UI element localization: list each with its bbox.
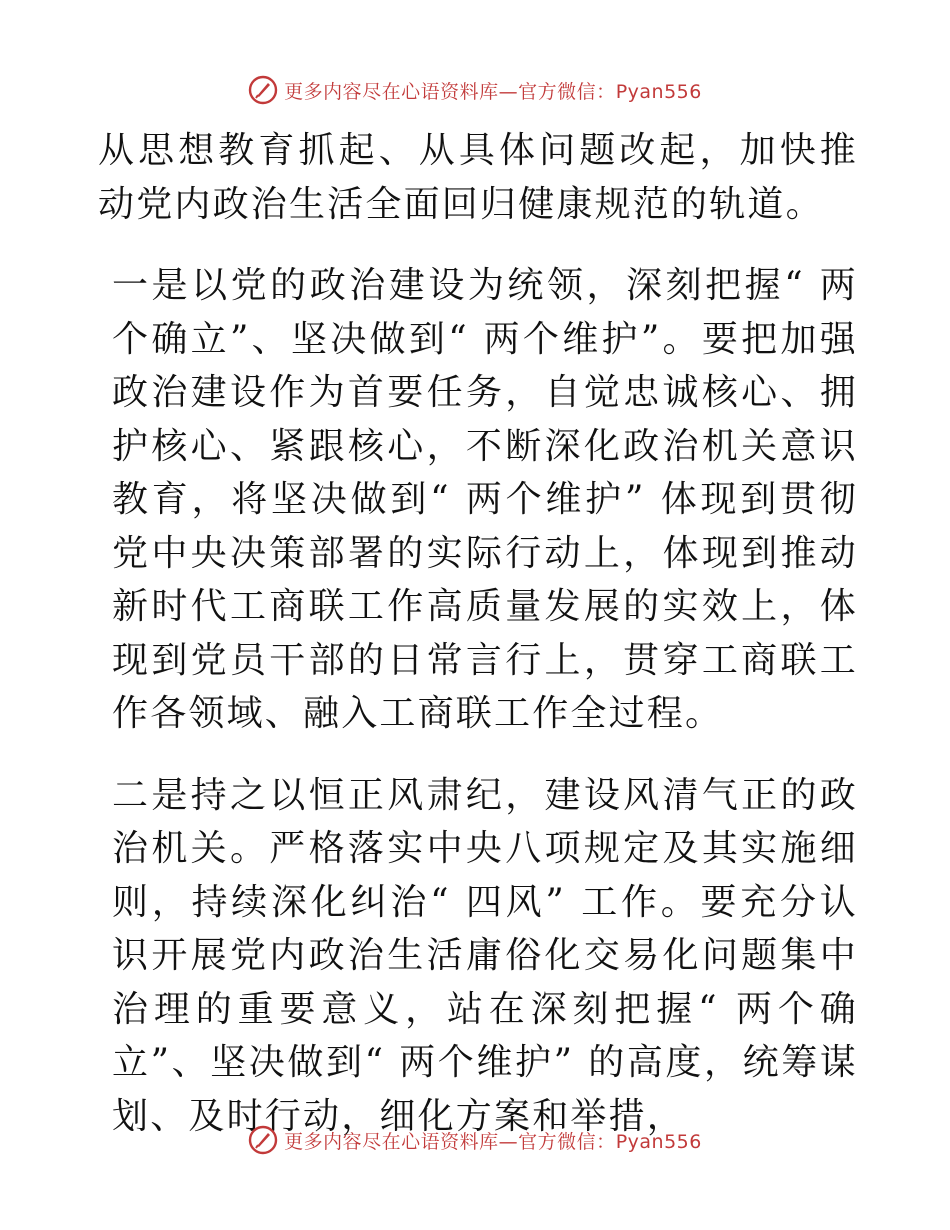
- paragraph-3: 二是持之以恒正风肃纪，建设风清气正的政治机关。严格落实中央八项规定及其实施细则，持续深化纠治“ 四风” 工作。要充分认识开展党内政治生活庸俗化交易化问题集中治理的重要意义，站在深刻把握“ 两个确立”、坚决做到“ 两个维护” 的高度，统筹谋划、及时行动，细化方案和举措，: [112, 774, 858, 1137]
- footer-watermark: [0, 1120, 950, 1160]
- header-site-text: 更多内容尽在心语资料库: [284, 80, 499, 103]
- header-contact-value: Pyan556: [615, 80, 702, 103]
- header-watermark: [0, 70, 950, 110]
- paragraph-2: 一是以党的政治建设为统领，深刻把握“ 两个确立”、坚决做到“ 两个维护”。要把加强政治建设作为首要任务，自觉忠诚核心、拥护核心、紧跟核心，不断深化政治机关意识教育，将坚决做到“ 两个维护” 体现到贯彻党中央决策部署的实际行动上，体现到推动新时代工商联工作高质量发展的实效上，体现到党员干部的日常言行上，贯穿工商联工作各领域、融入工商联工作全过程。: [112, 265, 858, 734]
- footer-separator: —: [498, 1130, 519, 1153]
- paragraph-1: 从思想教育抓起、从具体问题改起，加快推动党内政治生活全面回归健康规范的轨道。: [98, 130, 858, 225]
- paragraph-spacer: [98, 231, 858, 259]
- header-banner-text: [284, 77, 702, 104]
- footer-site-text: 更多内容尽在心语资料库: [284, 1130, 499, 1153]
- document-body: [98, 124, 858, 1143]
- header-separator: —: [498, 80, 519, 103]
- paragraph-spacer: [98, 741, 858, 769]
- footer-contact-value: Pyan556: [615, 1130, 702, 1153]
- feather-pen-logo-icon: [248, 1125, 278, 1155]
- footer-banner-text: [284, 1127, 702, 1154]
- feather-pen-logo-icon: [248, 75, 278, 105]
- footer-contact-label: 官方微信：: [518, 1130, 616, 1153]
- header-contact-label: 官方微信：: [518, 80, 616, 103]
